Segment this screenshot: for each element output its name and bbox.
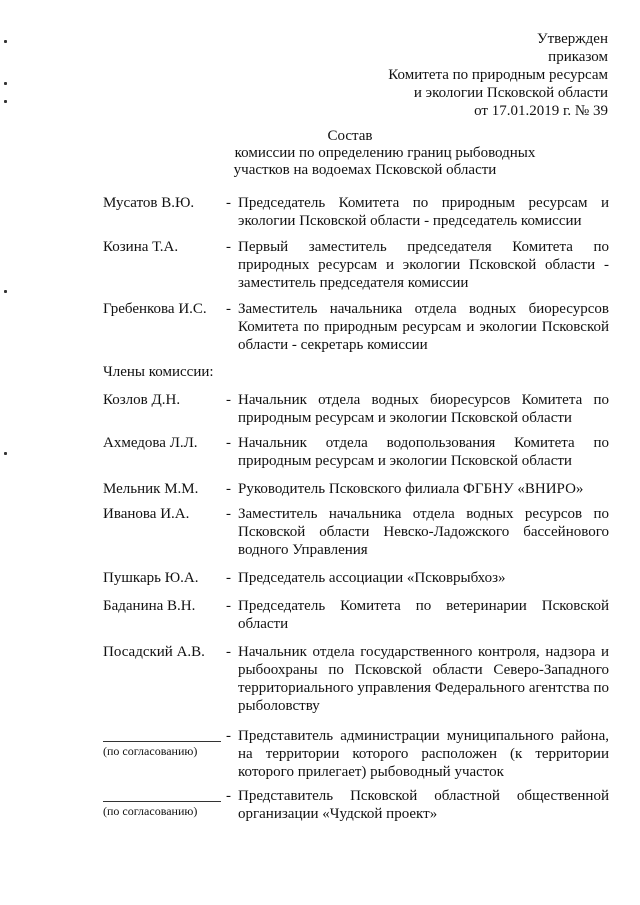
document-title (0, 128, 640, 179)
signature-line (103, 801, 221, 802)
separator-dash: - (226, 644, 231, 660)
member-name: Мельник М.М. (103, 481, 199, 497)
member-role: Представитель администрации муниципального района, на территории которого расположен (к территории которого прилегает) рыбоводный участок (238, 728, 609, 780)
member-name: Ахмедова Л.Л. (103, 435, 198, 451)
approval-line: и экологии Псковской области (413, 85, 608, 101)
title-line: комиссии по определению границ рыбоводных (234, 145, 536, 161)
approval-line: от 17.01.2019 г. № 39 (474, 103, 608, 119)
member-name: Пушкарь Ю.А. (103, 570, 199, 586)
separator-dash: - (226, 570, 231, 586)
member-role: Заместитель начальника отдела водных биоресурсов Комитета по природным ресурсам и экологии Псковской области - секретарь комиссии (238, 301, 609, 353)
approval-line: приказом (548, 49, 608, 65)
agreement-note: (по согласованию) (103, 744, 198, 758)
scan-mark (4, 100, 7, 103)
member-role: Председатель ассоциации «Псковрыбхоз» (238, 570, 506, 586)
member-role: Первый заместитель председателя Комитета по природных ресурсам и экологии Псковской области - заместитель председателя комиссии (238, 239, 609, 291)
scan-mark (4, 290, 7, 293)
member-role: Заместитель начальника отдела водных ресурсов по Псковской области Невско-Ладожского бассейнового водного Управления (238, 506, 609, 558)
scan-mark (4, 40, 7, 43)
member-name: Посадский А.В. (103, 644, 205, 660)
member-name: Мусатов В.Ю. (103, 195, 195, 211)
title-line: Состав (327, 128, 373, 144)
separator-dash: - (226, 481, 231, 497)
separator-dash: - (226, 598, 231, 614)
member-role: Руководитель Псковского филиала ФГБНУ «ВНИРО» (238, 481, 584, 497)
member-role: Председатель Комитета по природным ресурсам и экологии Псковской области - председатель комиссии (238, 195, 609, 229)
member-name: Козлов Д.Н. (103, 392, 181, 408)
member-name: Гребенкова И.С. (103, 301, 207, 317)
scan-mark (4, 452, 7, 455)
title-line: участков на водоемах Псковской области (233, 162, 497, 178)
member-role: Начальник отдела водных биоресурсов Комитета по природным ресурсам и экологии Псковской области (238, 392, 609, 426)
signature-line (103, 741, 221, 742)
member-role: Представитель Псковской областной общественной организации «Чудской проект» (238, 788, 609, 822)
separator-dash: - (226, 195, 231, 211)
separator-dash: - (226, 728, 231, 744)
separator-dash: - (226, 435, 231, 451)
agreement-note: (по согласованию) (103, 804, 198, 818)
separator-dash: - (226, 392, 231, 408)
member-name: Козина Т.А. (103, 239, 179, 255)
member-role: Начальник отдела государственного контроля, надзора и рыбоохраны по Псковской области Северо-Западного территориального управления Федерального агентства по рыболовству (238, 644, 609, 714)
scan-mark (4, 82, 7, 85)
approval-line: Утвержден (536, 31, 608, 47)
member-name: Иванова И.А. (103, 506, 190, 522)
separator-dash: - (226, 239, 231, 255)
member-name: Баданина В.Н. (103, 598, 196, 614)
members-heading: Члены комиссии: (103, 364, 214, 380)
member-role: Начальник отдела водопользования Комитета по природным ресурсам и экологии Псковской области (238, 435, 609, 469)
separator-dash: - (226, 788, 231, 804)
approval-stamp-block (388, 30, 608, 120)
approval-line: Комитета по природным ресурсам (388, 67, 608, 83)
separator-dash: - (226, 301, 231, 317)
member-role: Председатель Комитета по ветеринарии Псковской области (238, 598, 609, 632)
separator-dash: - (226, 506, 231, 522)
